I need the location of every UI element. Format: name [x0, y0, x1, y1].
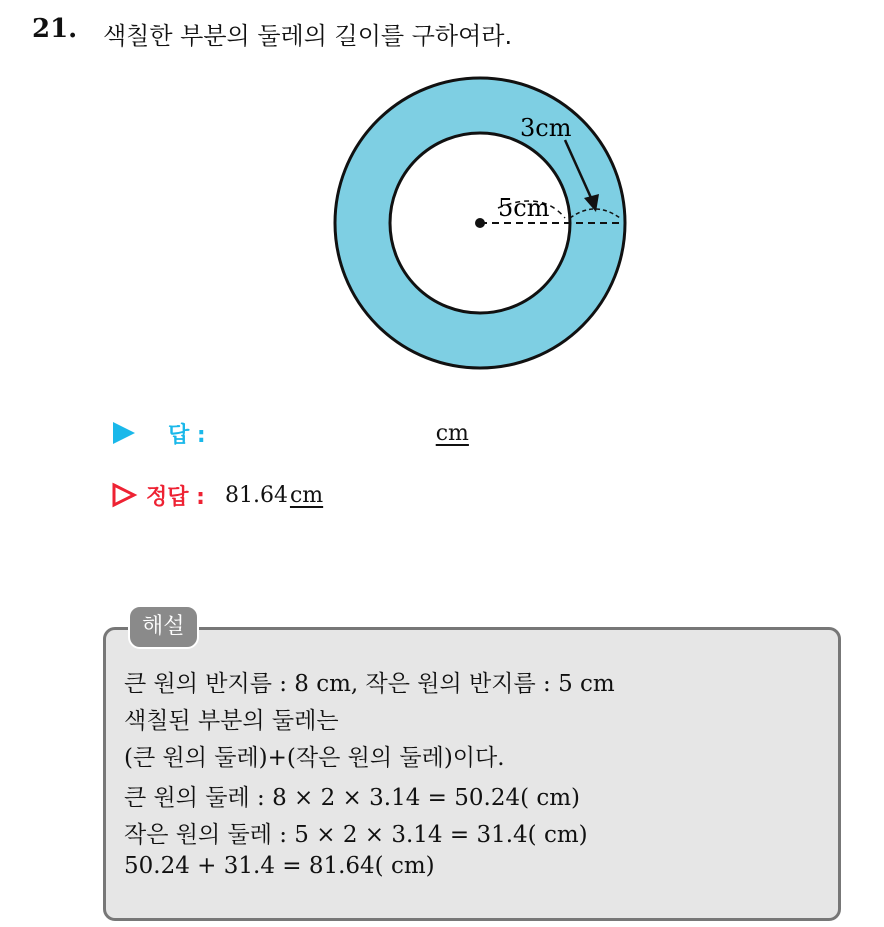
correct-label: 정답 : [146, 484, 205, 510]
inner-radius-label: 5cm [498, 194, 550, 222]
ring-figure [320, 60, 640, 380]
correct-unit: cm [289, 482, 324, 508]
question-number: 21. [32, 14, 78, 44]
answer-input[interactable] [206, 421, 436, 445]
red-triangle-outline-icon [110, 481, 138, 509]
explanation-line: 작은 원의 둘레 : 5 × 2 × 3.14 = 31.4( cm) [124, 822, 588, 848]
explanation-line: 큰 원의 둘레 : 8 × 2 × 3.14 = 50.24( cm) [124, 785, 581, 811]
explanation-line: 큰 원의 반지름 : 8 cm, 작은 원의 반지름 : 5 cm [124, 671, 615, 697]
blue-triangle-icon [110, 419, 138, 447]
answer-row [110, 416, 469, 450]
correct-row [110, 478, 323, 512]
outer-width-label: 3cm [520, 114, 572, 142]
explanation-line: 색칠된 부분의 둘레는 [124, 708, 339, 734]
answer-unit: cm [435, 420, 469, 446]
question-text: 색칠한 부분의 둘레의 길이를 구하여라. [103, 22, 513, 50]
correct-value: 81.64 [224, 482, 288, 508]
explanation-line: (큰 원의 둘레)+(작은 원의 둘레)이다. [124, 745, 505, 771]
explanation-line: 50.24 + 31.4 = 81.64( cm) [124, 853, 435, 879]
explanation-tag: 해설 [128, 605, 199, 649]
answer-label: 답 : [168, 422, 206, 448]
